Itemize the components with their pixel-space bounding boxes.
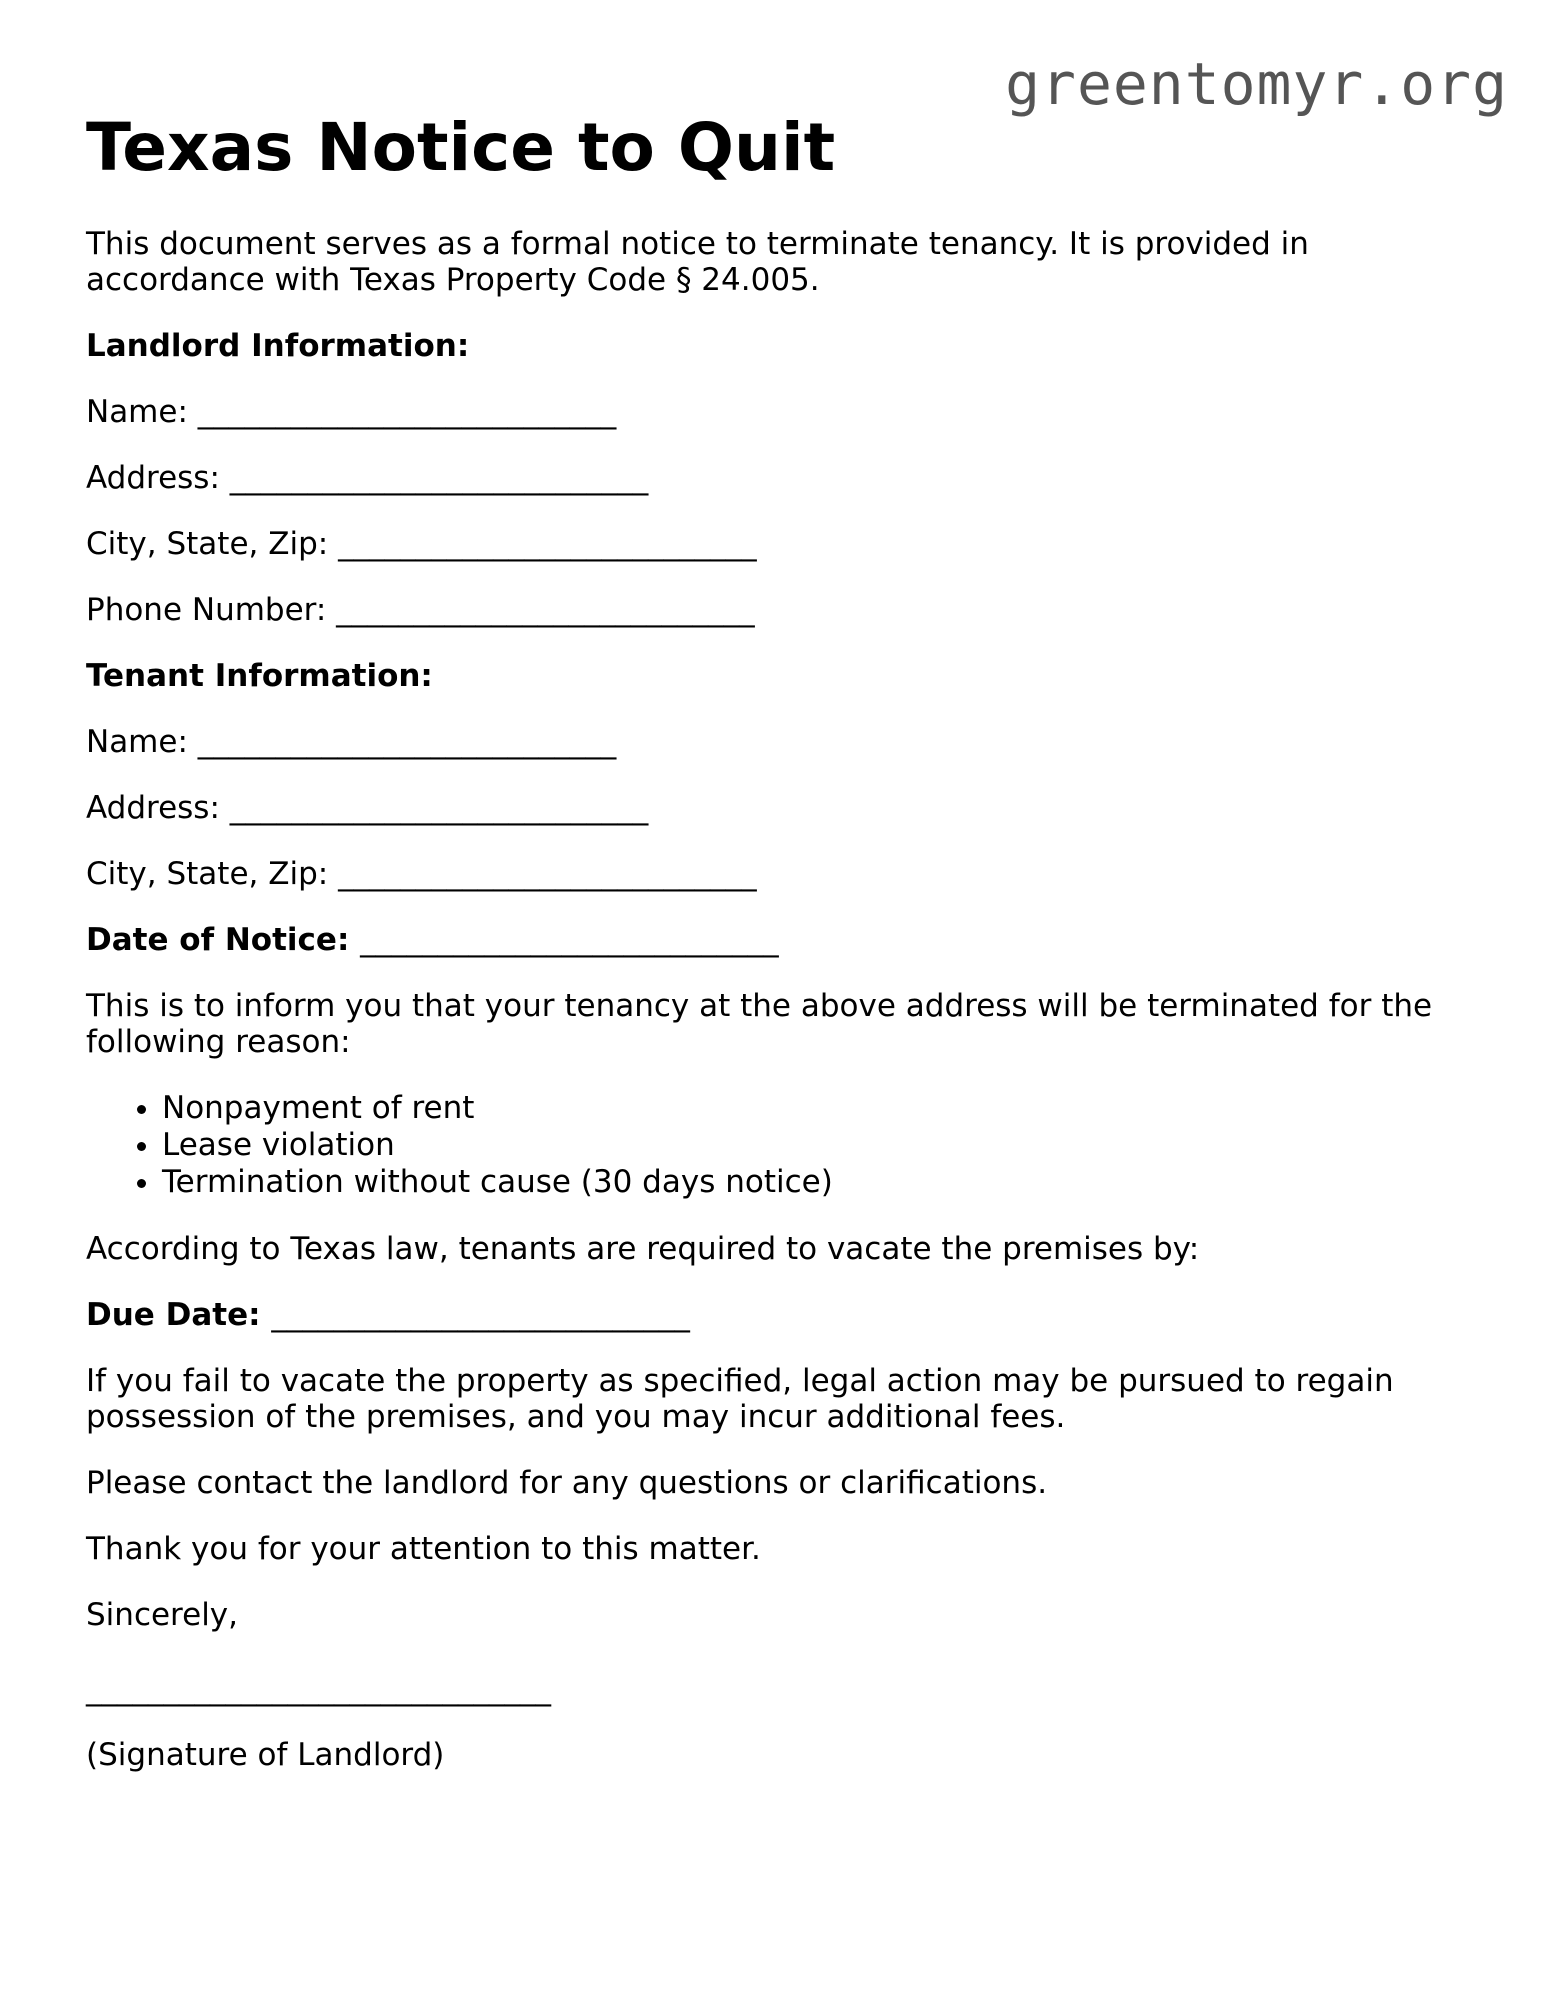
blank-line: ___________________________: [336, 592, 755, 628]
law-paragraph: According to Texas law, tenants are required to vacate the premises by:: [86, 1231, 1200, 1267]
field-label: Address:: [86, 460, 220, 496]
watermark-text: greentomyr.org: [1005, 50, 1508, 118]
blank-line: ___________________________: [338, 526, 757, 562]
field-label: Address:: [86, 790, 220, 826]
intro-paragraph: This document serves as a formal notice to terminate tenancy. It is provided in accordance with Texas Property Code § 24.005.: [86, 226, 1309, 298]
reasons-list: [86, 1090, 1486, 1201]
field-label: Phone Number:: [86, 592, 327, 628]
blank-line: ___________________________: [229, 790, 649, 826]
blank-line: ___________________________: [271, 1297, 690, 1333]
field-label: City, State, Zip:: [86, 526, 329, 562]
field-label: City, State, Zip:: [86, 856, 329, 892]
landlord-name-field: [86, 394, 1486, 430]
thanks-paragraph: Thank you for your attention to this matter.: [86, 1531, 761, 1567]
list-item: • Termination without cause (30 days notice): [162, 1164, 1486, 1201]
field-label: Name:: [86, 394, 188, 430]
contact-paragraph: Please contact the landlord for any questions or clarifications.: [86, 1465, 1048, 1501]
list-item: • Lease violation: [162, 1127, 1486, 1164]
landlord-heading: Landlord Information:: [86, 328, 470, 364]
inform-paragraph: This is to inform you that your tenancy at the above address will be terminated for the following reason:: [86, 988, 1433, 1060]
field-label: Date of Notice:: [86, 922, 350, 958]
landlord-address-field: [86, 460, 1486, 496]
closing-text: Sincerely,: [86, 1597, 239, 1633]
signature-caption: (Signature of Landlord): [86, 1737, 445, 1773]
tenant-city-field: [86, 856, 1486, 892]
due-date-field: [86, 1297, 1486, 1333]
blank-line: ___________________________: [338, 856, 757, 892]
field-label: Name:: [86, 724, 188, 760]
date-of-notice-field: [86, 922, 1486, 958]
blank-line: ___________________________: [229, 460, 649, 496]
blank-line: ___________________________: [360, 922, 779, 958]
tenant-address-field: [86, 790, 1486, 826]
notice-document: [86, 108, 1486, 1773]
fail-paragraph: If you fail to vacate the property as specified, legal action may be pursued to regain possession of the premises, and you may incur additional fees.: [86, 1363, 1394, 1435]
page-title: Texas Notice to Quit: [86, 109, 836, 186]
signature-line: ______________________________: [86, 1671, 551, 1707]
landlord-phone-field: [86, 592, 1486, 628]
blank-line: ___________________________: [197, 724, 617, 760]
blank-line: ___________________________: [197, 394, 617, 430]
tenant-heading: Tenant Information:: [86, 658, 433, 694]
tenant-name-field: [86, 724, 1486, 760]
field-label: Due Date:: [86, 1297, 261, 1333]
landlord-city-field: [86, 526, 1486, 562]
list-item: • Nonpayment of rent: [162, 1090, 1486, 1127]
